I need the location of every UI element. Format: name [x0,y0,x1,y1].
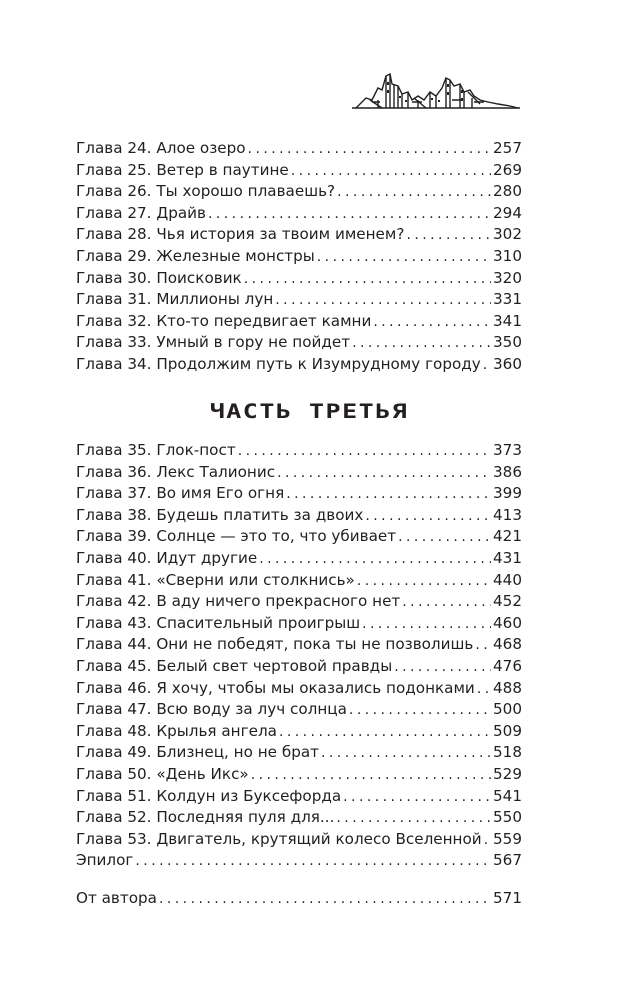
entry-page-number: 413 [493,505,522,524]
toc-part-three [76,440,522,872]
entry-title: Глава 30. Поисковик [76,268,242,287]
toc-afterword [76,888,522,910]
entry-title: Эпилог [76,851,134,870]
dot-leader [365,506,491,528]
toc-entry [76,268,522,290]
entry-title: Глава 32. Кто-то передвигает камни [76,311,372,330]
dot-leader [402,592,491,614]
dot-leader [244,269,491,291]
dot-leader [277,463,491,485]
toc-entry [76,332,522,354]
dot-leader [483,355,491,377]
entry-page-number: 320 [493,268,522,287]
toc-entry [76,440,522,462]
city-skyline-icon [352,70,522,120]
toc-entry [76,224,522,246]
toc-entry [76,613,522,635]
toc-entry [76,634,522,656]
entry-title: Глава 28. Чья история за твоим именем? [76,225,405,244]
entry-title: Глава 27. Драйв [76,203,206,222]
entry-title: Глава 29. Железные монстры [76,246,315,265]
entry-page-number: 373 [493,441,522,459]
toc-entry [76,462,522,484]
entry-title: Глава 24. Алое озеро [76,139,246,157]
entry-title: Глава 51. Колдун из Буксефорда [76,786,342,805]
entry-page-number: 518 [493,743,522,762]
entry-page-number: 500 [493,700,522,719]
entry-page-number: 567 [493,851,522,870]
entry-title: Глава 39. Солнце — это то, что убивает [76,527,397,546]
toc-entry [76,699,522,721]
entry-page-number: 460 [493,613,522,632]
toc-entry [76,742,522,764]
entry-title: Глава 34. Продолжим путь к Изумрудному городу [76,354,481,373]
toc-entry [76,311,522,333]
entry-page-number: 331 [493,290,522,309]
entry-page-number: 350 [493,333,522,352]
toc-entry [76,656,522,678]
entry-title: Глава 31. Миллионы лун [76,290,274,309]
entry-page-number: 421 [493,527,522,546]
entry-title: Глава 53. Двигатель, крутящий колесо Вселенной [76,829,482,848]
entry-page-number: 431 [493,548,522,567]
entry-page-number: 269 [493,160,522,179]
dot-leader [286,484,491,506]
entry-title: Глава 45. Белый свет чертовой правды [76,656,393,675]
dot-leader [159,889,491,911]
dot-leader [394,657,491,679]
entry-title: Глава 49. Близнец, но не брат [76,743,319,762]
entry-title: Глава 42. В аду ничего прекрасного нет [76,592,401,611]
dot-leader [373,312,491,334]
entry-title: Глава 38. Будешь платить за двоих [76,505,364,524]
dot-leader [238,441,491,463]
entry-page-number: 571 [493,889,522,907]
entry-page-number: 452 [493,592,522,611]
entry-title: Глава 33. Умный в гору не пойдет [76,333,351,352]
dot-leader [357,571,491,593]
entry-title: Глава 52. Последняя пуля для... [76,808,335,827]
dot-leader [337,182,491,204]
entry-title: Глава 48. Крылья ангела [76,721,277,740]
entry-page-number: 559 [493,829,522,848]
entry-page-number: 399 [493,484,522,503]
entry-page-number: 302 [493,225,522,244]
entry-title: Глава 41. «Сверни или столкнись» [76,570,355,589]
dot-leader [398,527,491,549]
entry-page-number: 294 [493,203,522,222]
toc-entry [76,850,522,872]
entry-title: Глава 47. Всю воду за луч солнца [76,700,347,719]
entry-page-number: 541 [493,786,522,805]
entry-page-number: 529 [493,764,522,783]
entry-page-number: 509 [493,721,522,740]
toc-entry [76,548,522,570]
entry-title: Глава 46. Я хочу, чтобы мы оказались подонками [76,678,475,697]
dot-leader [477,679,491,701]
entry-title: От автора [76,889,157,907]
entry-page-number: 310 [493,246,522,265]
toc-entry-afterword [76,888,522,910]
entry-page-number: 550 [493,808,522,827]
entry-page-number: 257 [493,139,522,157]
dot-leader [251,765,491,787]
dot-leader [349,700,491,722]
dot-leader [208,204,491,226]
entry-title: Глава 40. Идут другие [76,548,258,567]
entry-page-number: 341 [493,311,522,330]
dot-leader [291,161,491,183]
toc-entry [76,505,522,527]
toc-entry [76,203,522,225]
toc-entry [76,289,522,311]
dot-leader [321,743,491,765]
entry-title: Глава 25. Ветер в паутине [76,160,289,179]
toc-entry [76,807,522,829]
entry-page-number: 386 [493,462,522,481]
toc-entry [76,764,522,786]
dot-leader [135,851,491,873]
toc-entry [76,138,522,160]
toc-entry [76,721,522,743]
entry-title: Глава 35. Глок-пост [76,441,236,459]
toc-entry [76,829,522,851]
entry-page-number: 360 [493,354,522,373]
dot-leader [336,808,491,830]
toc-entry [76,570,522,592]
dot-leader [352,333,491,355]
toc-entry [76,483,522,505]
toc-entry [76,786,522,808]
dot-leader [484,830,491,852]
dot-leader [279,722,491,744]
entry-title: Глава 26. Ты хорошо плаваешь? [76,182,336,201]
dot-leader [362,614,491,636]
entry-title: Глава 36. Лекс Талионис [76,462,276,481]
entry-page-number: 488 [493,678,522,697]
toc-entry [76,678,522,700]
dot-leader [259,549,491,571]
entry-title: Глава 43. Спасительный проигрыш [76,613,361,632]
entry-page-number: 280 [493,182,522,201]
dot-leader [343,787,491,809]
part-three-heading: ЧАСТЬ ТРЕТЬЯ [209,400,409,423]
toc-entry [76,160,522,182]
toc-entry [76,181,522,203]
dot-leader [406,225,491,247]
entry-page-number: 476 [493,656,522,675]
toc-part-two [76,138,522,376]
dot-leader [317,247,491,269]
toc-entry [76,526,522,548]
toc-entry [76,246,522,268]
entry-title: Глава 44. Они не победят, пока ты не позволишь [76,635,474,654]
entry-page-number: 468 [493,635,522,654]
dot-leader [248,139,491,161]
dot-leader [475,635,491,657]
entry-title: Глава 50. «День Икс» [76,764,249,783]
toc-entry [76,591,522,613]
dot-leader [275,290,491,312]
entry-page-number: 440 [493,570,522,589]
entry-title: Глава 37. Во имя Его огня [76,484,285,503]
toc-entry [76,354,522,376]
